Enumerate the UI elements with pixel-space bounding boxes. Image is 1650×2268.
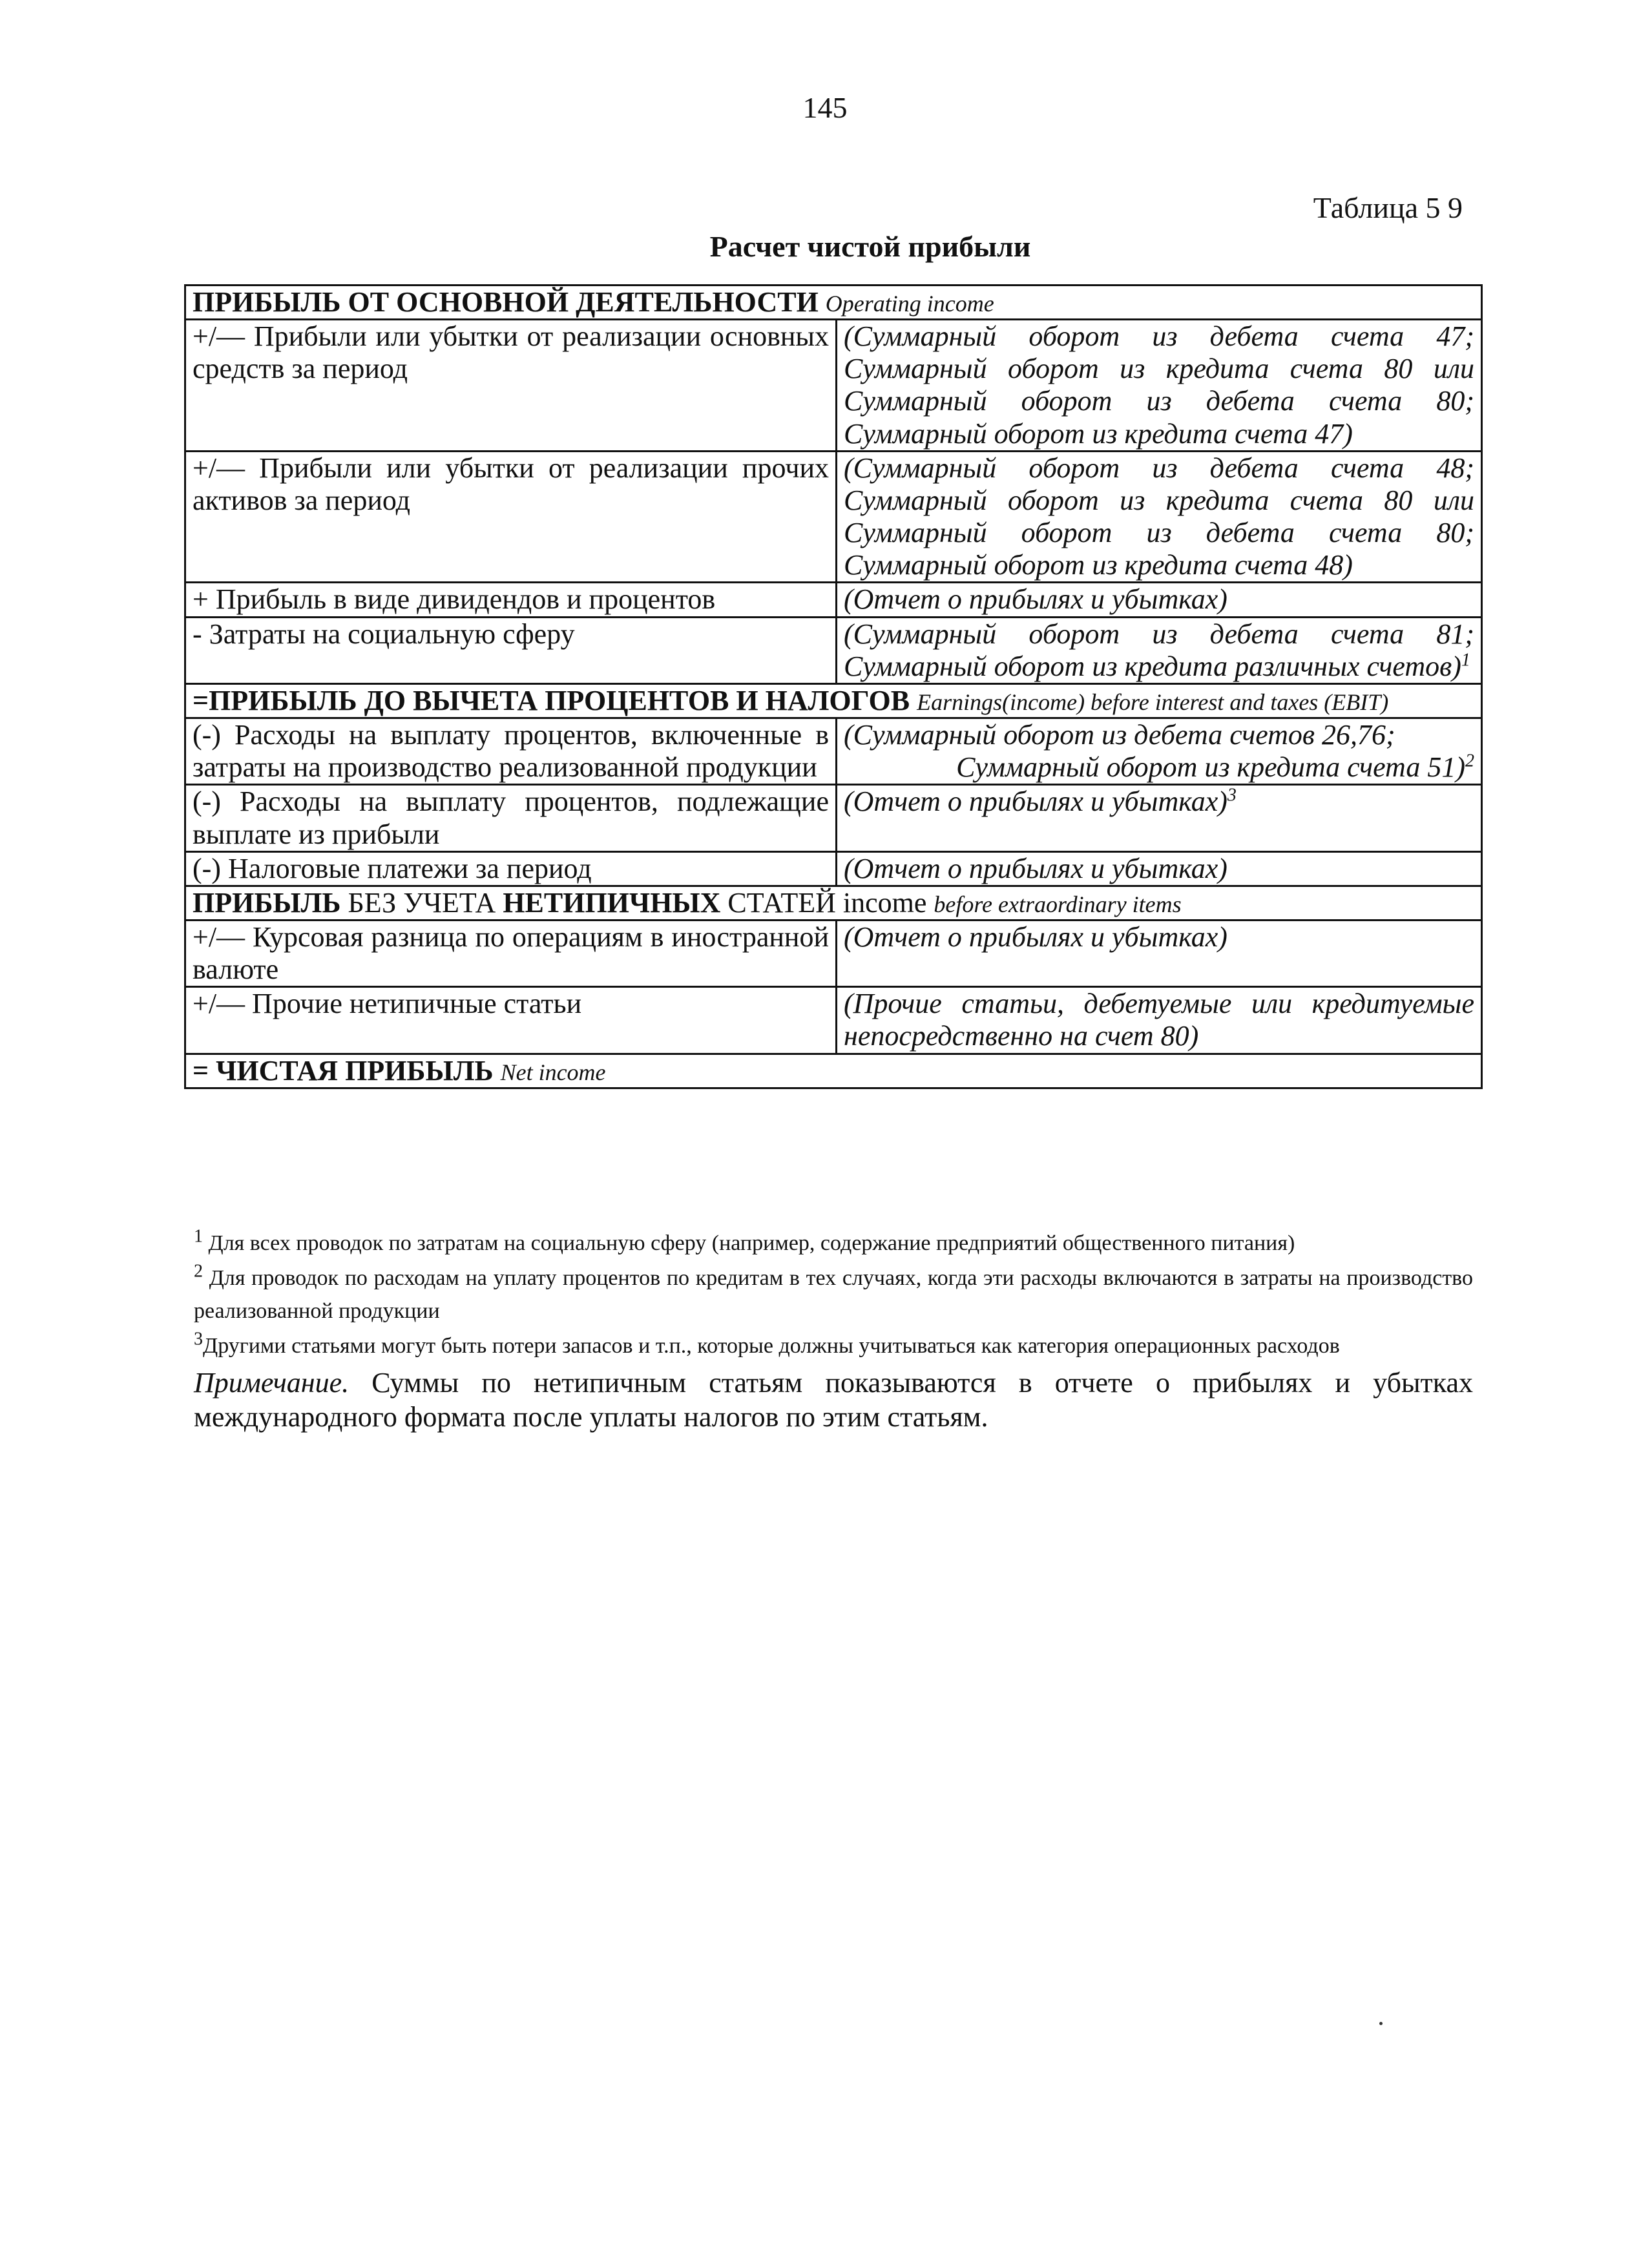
section-header-ru: ПРИБЫЛЬ ОТ ОСНОВНОЙ ДЕЯТЕЛЬНОСТИ — [193, 286, 819, 318]
row-source-text: (Отчет о прибылях и убытках) — [844, 785, 1227, 818]
row-label: - Затраты на социальную сферу — [185, 617, 837, 683]
footnote-ref: 2 — [1465, 751, 1474, 771]
row-label: (-) Налоговые платежи за период — [185, 851, 837, 886]
row-source — [837, 718, 1482, 785]
note-label: Примечание. — [194, 1367, 350, 1399]
table-row — [185, 718, 1482, 785]
page-number: 145 — [802, 91, 848, 124]
section-header-ru: =ПРИБЫЛЬ ДО ВЫЧЕТА ПРОЦЕНТОВ И НАЛОГОВ — [193, 684, 910, 716]
section-header-operating-income — [185, 286, 1482, 320]
row-source: (Отчет о прибылях и убытках) — [837, 851, 1482, 886]
table-row — [185, 987, 1482, 1054]
footnote-ref: 3 — [1227, 785, 1237, 806]
section-header-en: Earnings(income) before interest and taxes (EBIT) — [917, 689, 1389, 715]
row-source: (Отчет о прибылях и убытках) — [837, 583, 1482, 617]
section-header-en: Net income — [500, 1059, 606, 1085]
row-source: (Отчет о прибылях и убытках) — [837, 920, 1482, 986]
row-source-text: (Суммарный оборот из дебета счета 81; Суммарный оборот из кредита различных счетов) — [844, 618, 1474, 682]
row-label: +/— Прочие нетипичные статьи — [185, 987, 837, 1054]
footnotes — [194, 1227, 1473, 1437]
row-source: (Прочие статьи, дебетуемые или кредитуемые непосредственно на счет 80) — [837, 987, 1482, 1054]
table-row — [185, 320, 1482, 452]
table-row — [185, 451, 1482, 583]
section-header-en: Operating income — [825, 291, 994, 317]
row-label: + Прибыль в виде дивидендов и процентов — [185, 583, 837, 617]
row-source-line: Суммарный оборот из кредита счета 51)$^2$ — [956, 751, 1474, 784]
row-source — [837, 617, 1482, 683]
row-label: +/— Прибыли или убытки от реализации прочих активов за период — [185, 451, 837, 583]
table-row — [185, 617, 1482, 683]
table-row — [185, 286, 1482, 320]
footnote-ref: 1 — [1461, 650, 1470, 671]
table-label: Таблица 5 9 — [1313, 191, 1463, 224]
net-income-table — [184, 284, 1483, 1089]
table-row — [185, 886, 1482, 920]
table-row — [185, 683, 1482, 718]
section-header-net-income — [185, 1054, 1482, 1088]
note — [194, 1366, 1473, 1435]
page-title: Расчет чистой прибыли — [709, 230, 1031, 263]
scan-speck — [1379, 2022, 1383, 2025]
row-label: +/— Курсовая разница по операциям в иностранной валюте — [185, 920, 837, 986]
row-source — [837, 785, 1482, 851]
table-row — [185, 785, 1482, 851]
table-row — [185, 851, 1482, 886]
row-label: +/— Прибыли или убытки от реализации основных средств за период — [185, 320, 837, 452]
section-header-ru: = ЧИСТАЯ ПРИБЫЛЬ — [193, 1054, 494, 1087]
row-source: (Суммарный оборот из дебета счета 48; Суммарный оборот из кредита счета 80 или Суммарный оборот из дебета счета 80; Суммарный оборот из кредита счета 48) — [837, 451, 1482, 583]
table-row — [185, 1054, 1482, 1088]
section-header-before-extraordinary: ПРИБЫЛЬ БЕЗ УЧЕТА НЕТИПИЧНЫХ СТАТЕЙ income before extraordinary items — [185, 886, 1482, 920]
row-label: (-) Расходы на выплату процентов, подлежащие выплате из прибыли — [185, 785, 837, 851]
row-source-line: (Суммарный оборот из дебета счетов 26,76; — [844, 719, 1395, 751]
footnote-1: $^1$ Для всех проводок по затратам на социальную сферу (например, содержание предприятий общественного питания) — [194, 1226, 1295, 1255]
table-row — [185, 920, 1482, 986]
note-text: Суммы по нетипичным статьям показываются в отчете о прибылях и убытках международного формата после уплаты налогов по этим статьям. — [194, 1367, 1473, 1433]
row-label: (-) Расходы на выплату процентов, включенные в затраты на производство реализованной продукции — [185, 718, 837, 785]
row-source: (Суммарный оборот из дебета счета 47; Суммарный оборот из кредита счета 80 или Суммарный оборот из дебета счета 80; Суммарный оборот из кредита счета 47) — [837, 320, 1482, 452]
table-row — [185, 583, 1482, 617]
footnote-3: $^3$Другими статьями могут быть потери запасов и т.п., которые должны учитываться как категория операционных расходов — [194, 1329, 1340, 1358]
footnote-2: $^2$ Для проводок по расходам на уплату процентов по кредитам в тех случаях, когда эти расходы включаются в затраты на производство реализованной продукции — [194, 1261, 1474, 1323]
section-header-ebit — [185, 683, 1482, 718]
